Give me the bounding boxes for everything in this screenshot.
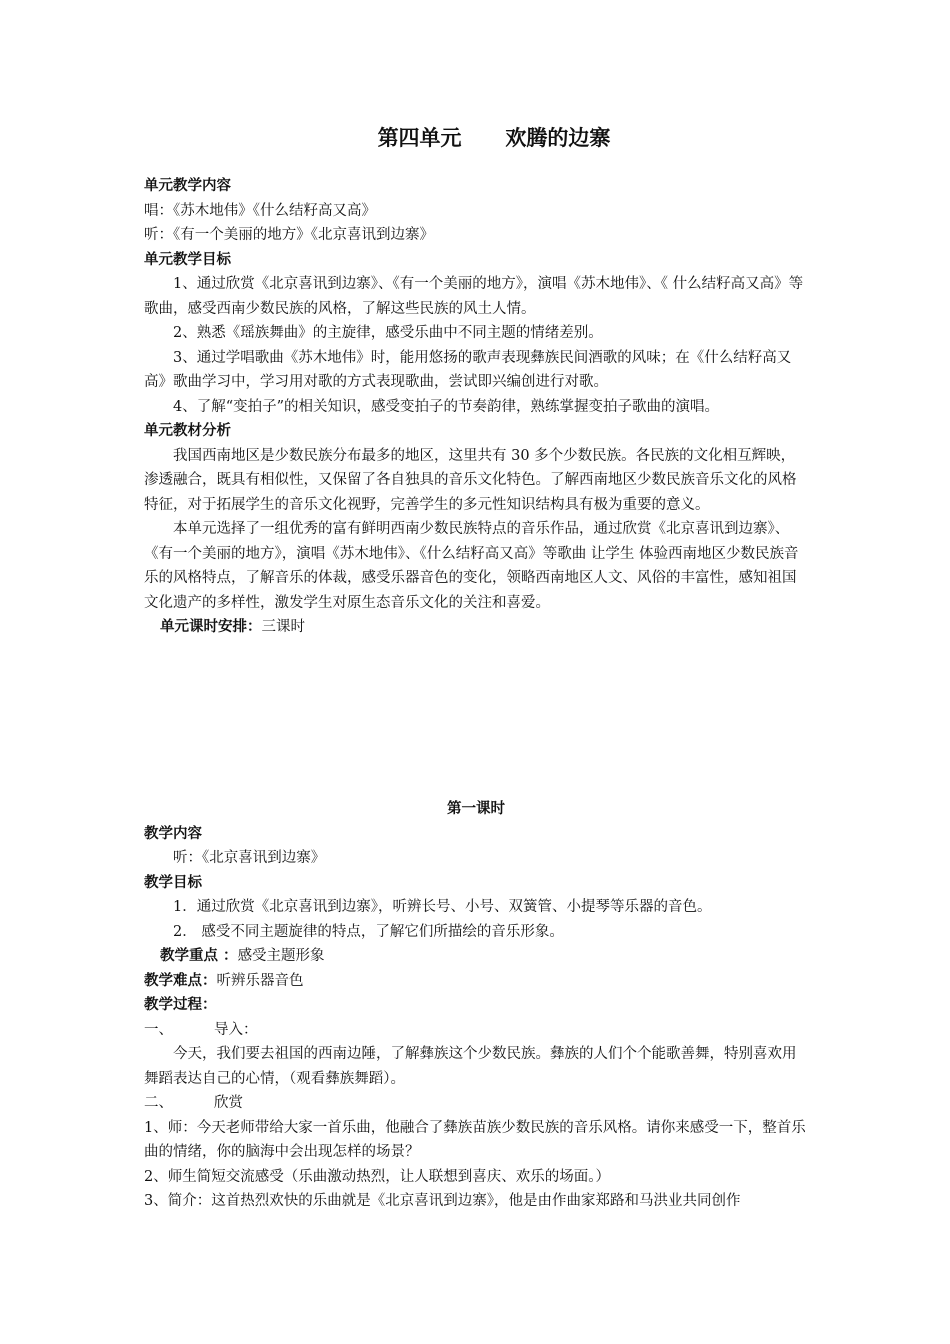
unit-goal-4: 4、了解“变拍子”的相关知识，感受变拍子的节奏韵律，熟练掌握变拍子歌曲的演唱。	[173, 398, 720, 415]
unit-listen-line: 听：《有一个美丽的地方》《北京喜讯到边寨》	[144, 227, 434, 243]
lesson-goals-heading: 教学目标	[144, 874, 202, 891]
unit-goal-2: 2、熟悉《瑶族舞曲》的主旋律，感受乐曲中不同主题的情绪差别。	[173, 325, 603, 341]
unit-content-heading: 单元教学内容	[144, 178, 231, 194]
page-title: 第四单元 欢腾的边寨	[377, 126, 611, 150]
lesson-key-label: 教学重点 ：	[160, 948, 238, 964]
lesson-step-1-text: 今天，我们要去祖国的西南边陲，了解彝族这个少数民族。彝族的人们个个能歌善舞，特别喜欢用舞蹈表达自己的心情，（观看彝族舞蹈）。	[144, 1046, 797, 1087]
lesson-difficulty-label: 教学难点：	[144, 972, 217, 989]
unit-schedule-value: 三课时	[261, 619, 305, 635]
lesson-step-2-heading	[144, 1091, 808, 1116]
lesson-step-1-title: 导入：	[214, 1021, 258, 1038]
lesson-goal-2: 2． 感受不同主题旋律的特点，了解它们所描绘的音乐形象。	[173, 923, 564, 940]
unit-goal-3: 3、通过学唱歌曲《苏木地伟》时，能用悠扬的歌声表现彝族民间酒歌的风味；在《什么结籽高又高》歌曲学习中，学习用对歌的方式表现歌曲，尝试即兴编创进行对歌。	[144, 349, 792, 390]
unit-analysis-heading: 单元教材分析	[144, 423, 231, 439]
lesson-step-2-number: 二、	[144, 1095, 173, 1111]
lesson-key-value: 感受主题形象	[237, 948, 325, 964]
lesson-difficulty-value: 听辨乐器音色	[216, 972, 304, 989]
lesson-step-2-title: 欣赏	[214, 1095, 243, 1111]
lesson-item-2: 2、师生简短交流感受（乐曲激动热烈，让人联想到喜庆、欢乐的场面。）	[144, 1168, 610, 1185]
lesson-step-1-heading	[144, 1018, 808, 1043]
lesson-difficulty	[144, 969, 808, 994]
unit-schedule	[144, 615, 808, 640]
lesson-step-1-number: 一、	[144, 1021, 173, 1038]
unit-schedule-label: 单元课时安排：	[160, 619, 262, 635]
unit-sing-line: 唱：《苏木地伟》《什么结籽高又高》	[144, 202, 376, 219]
unit-section	[144, 174, 808, 640]
lesson-goal-1: 1．通过欣赏《北京喜讯到边寨》，听辨长号、小号、双簧管、小提琴等乐器的音色。	[173, 899, 712, 915]
lesson-item-1: 1、师：今天老师带给大家一首乐曲，他融合了彝族苗族少数民族的音乐风格。请你来感受一下，整首乐曲的情绪，你的脑海中会出现怎样的场景？	[144, 1119, 806, 1160]
lesson-content-heading: 教学内容	[144, 825, 202, 842]
lesson-item-3: 3、简介：这首热烈欢快的乐曲就是《北京喜讯到边寨》，他是由作曲家郑路和马洪业共同创作	[144, 1193, 741, 1209]
lesson-key-point	[144, 944, 808, 969]
lesson-content-line: 听：《北京喜讯到边寨》	[173, 850, 326, 866]
lesson-process-label: 教学过程：	[144, 997, 217, 1013]
unit-goals-heading: 单元教学目标	[144, 251, 231, 268]
unit-goal-1: 1、通过欣赏《北京喜讯到边寨》、《有一个美丽的地方》，演唱《苏木地伟》、《 什么结籽高又高》等歌曲，感受西南少数民族的风格，了解这些民族的风土人情。	[144, 276, 804, 317]
lesson-1-section	[144, 797, 808, 1214]
lesson-1-title: 第一课时	[447, 801, 505, 817]
unit-analysis-paragraph-2: 本单元选择了一组优秀的富有鲜明西南少数民族特点的音乐作品，通过欣赏《北京喜讯到边寨》、《有一个美丽的地方》，演唱《苏木地伟》、《什么结籽高又高》等歌曲 让学生 体验西南地区少数民族音乐的风格特点，了解音乐的体裁，感受乐器音色的变化，领略西南地区人文、风俗的丰富性，感知祖国文化遗产的多样性，激发学生对原生态音乐文化的关注和喜爱。	[144, 521, 799, 611]
unit-analysis-paragraph-1: 我国西南地区是少数民族分布最多的地区，这里共有 30 多个少数民族。各民族的文化相互辉映，渗透融合，既具有相似性，又保留了各自独具的音乐文化特色。了解西南地区少数民族音乐文化的风格特征，对于拓展学生的音乐文化视野，完善学生的多元性知识结构具有极为重要的意义。	[144, 447, 797, 513]
